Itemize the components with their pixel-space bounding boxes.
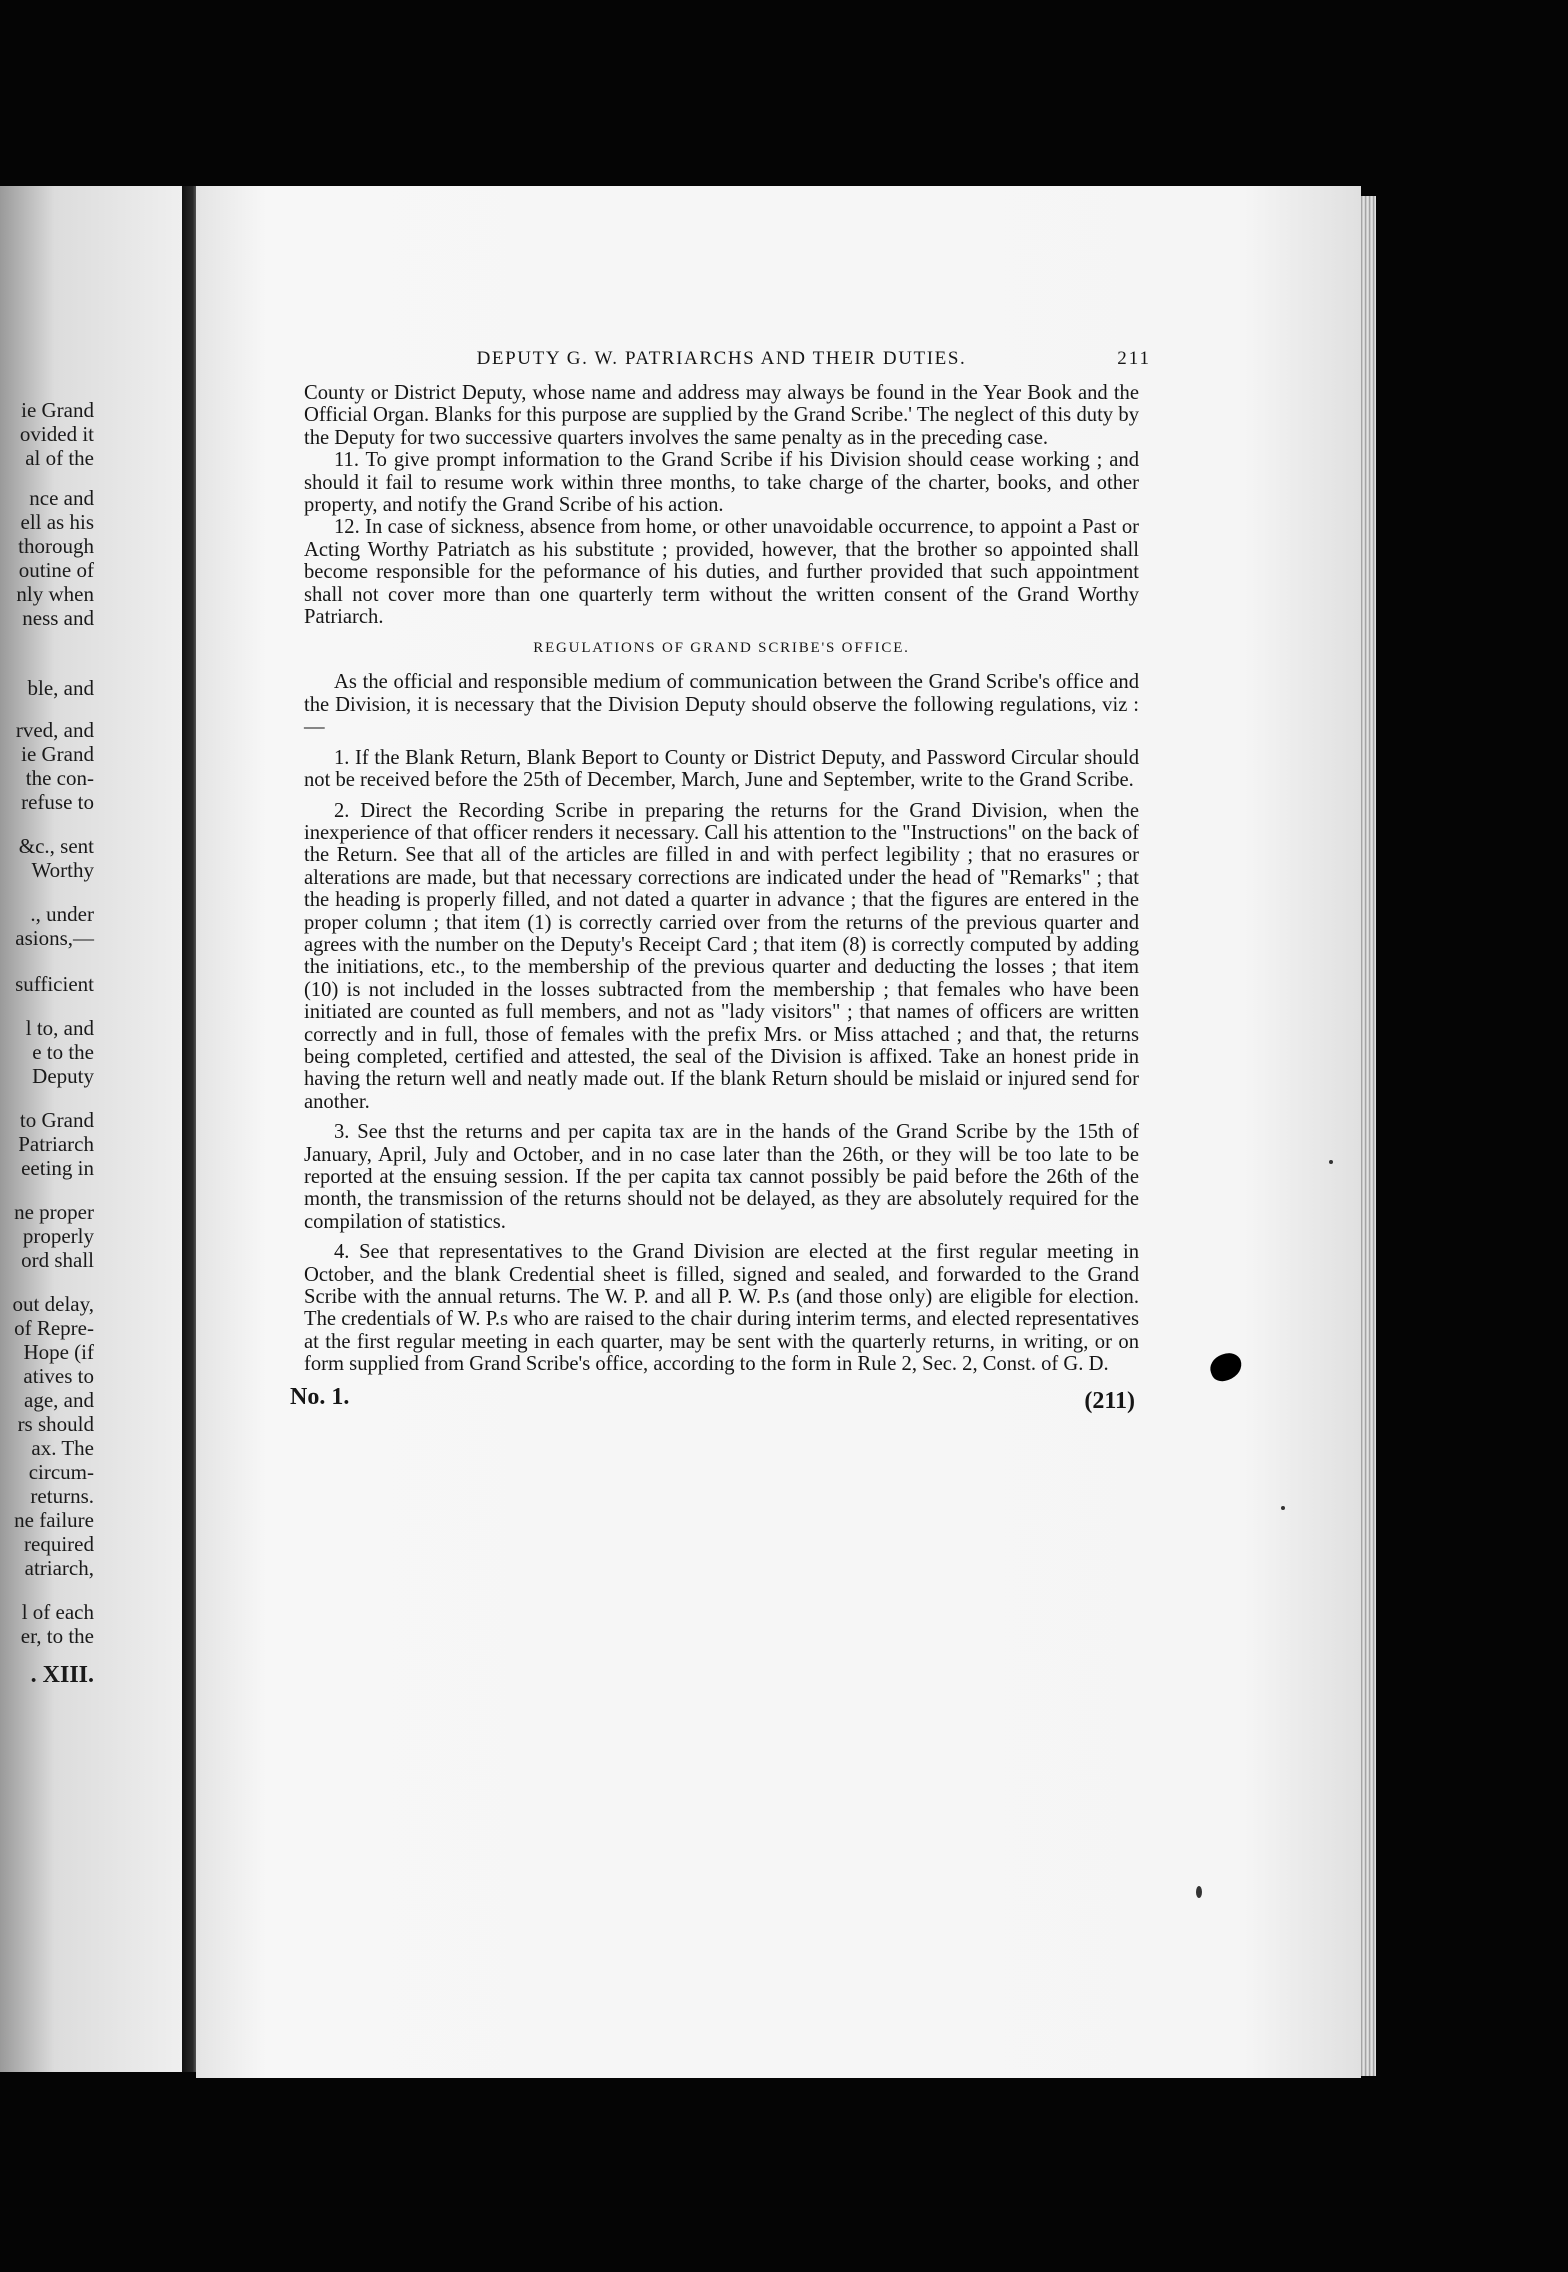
page-content [290,348,1151,1414]
right-page [196,186,1361,2078]
left-page-line: e to the [32,1040,94,1064]
paragraph-item-11: 11. To give prompt information to the Grand Scribe if his Division should cease working ; and should it fail to resume work within three months, to take charge of the charter, books, and other property, and notify the Grand Scribe of his action. [304,449,1139,517]
running-head [304,348,1151,382]
section-heading: REGULATIONS OF GRAND SCRIBE'S OFFICE. [533,640,910,657]
left-page-line: ord shall [21,1248,94,1272]
left-page-line: nce and [29,486,94,510]
left-page-line: ax. The [31,1436,94,1460]
ink-speck [1196,1886,1202,1898]
left-page-line: atriarch, [24,1556,94,1580]
left-page-line: asions,— [15,926,94,950]
page-number: 211 [1117,348,1151,369]
left-page-line: rved, and [15,718,94,742]
left-page-line: ovided it [19,422,94,446]
left-page-line: eeting in [21,1156,94,1180]
left-page-line: al of the [25,446,94,470]
signature-mark: No. 1. [290,1383,350,1410]
regulation-3: 3. See thst the returns and per capita tax are in the hands of the Grand Scribe by the 15th of January, April, July and October, and in no case later than the 26th, or they will be too late to be reported at the ensuing session. If the per capita tax cannot possibly be paid before the 26th of the month, the transmission of the returns should not be delayed, as they are absolutely required for the compilation of statistics. [304,1121,1139,1233]
left-page-line: ness and [22,606,94,630]
paragraph-continuation: County or District Deputy, whose name and address may always be found in the Year Book and the Official Organ. Blanks for this purpose are supplied by the Grand Scribe.' The neglect of this duty by the Deputy for two successive quarters involves the same penalty as in the preceding case. [304,382,1139,449]
left-page-line: Deputy [32,1064,94,1088]
regulations-intro: As the official and responsible medium of communication between the Grand Scribe's office and the Division, it is necessary that the Division Deputy should observe the following regulations, viz :— [304,671,1139,739]
left-page-line: of Repre- [14,1316,94,1340]
left-page-line: ell as his [20,510,94,534]
regulation-1: 1. If the Blank Return, Blank Beport to County or District Deputy, and Password Circular should not be received before the 25th of December, March, June and September, write to the Grand Scribe. [304,746,1139,792]
left-page-line: l to, and [25,1016,94,1040]
ink-blot [1207,1349,1246,1384]
page-footer [290,1383,1139,1414]
left-page-line: rs should [17,1412,94,1436]
ink-speck [1329,1160,1333,1164]
left-page-line: properly [22,1224,94,1248]
left-page-line: sufficient [15,972,94,996]
left-page-line: atives to [23,1364,94,1388]
left-page-line: circum- [28,1460,94,1484]
left-page-line: Worthy [31,858,94,882]
ink-speck [1281,1506,1285,1510]
left-page-line: nly when [16,582,94,606]
left-page-line: ne failure [14,1508,94,1532]
left-page-line: er, to the [20,1624,94,1648]
left-page-line: to Grand [19,1108,94,1132]
left-page-line: the con- [25,766,94,790]
left-page-line: ble, and [27,676,94,700]
left-page-line: ne proper [14,1200,94,1224]
left-page-line: ., under [30,902,94,926]
left-page-line: ie Grand [21,742,94,766]
left-page-line: out delay, [12,1292,94,1316]
left-page-line: thorough [18,534,94,558]
left-page-line: ie Grand [21,398,94,422]
running-head-title: DEPUTY G. W. PATRIARCHS AND THEIR DUTIES. [476,348,967,369]
left-page-line: &c., sent [18,834,94,858]
left-page-line: Patriarch [18,1132,94,1156]
left-page-line: . XIII. [30,1662,94,1688]
left-page-line: l of each [21,1600,94,1624]
left-page-line: refuse to [21,790,94,814]
left-page-line: returns. [30,1484,94,1508]
left-page [0,186,182,2072]
left-page-line: Hope (if [23,1340,94,1364]
paragraph-item-12: 12. In case of sickness, absence from home, or other unavoidable occurrence, to appoint a Past or Acting Worthy Patriatch as his substitute ; provided, however, that the brother so appointed shall become responsible for the peformance of his duties, and further provided that such appointment shall not cover more than one quarterly term without the written consent of the Grand Worthy Patriarch. [304,516,1139,629]
left-page-line: age, and [24,1388,94,1412]
regulation-4: 4. See that representatives to the Grand Division are elected at the first regular meeting in October, and the blank Credential sheet is filled, signed and sealed, and forwarded to the Grand Scribe with the annual returns. The W. P. and all P. W. P.s (and those only) are eligible for election. The credentials of W. P.s who are raised to the chair during interim terms, and elected representatives at the first regular meeting in each quarter, may be sent with the quarterly returns, in writing, or on form supplied from Grand Scribe's office, according to the form in Rule 2, Sec. 2, Const. of G. D. [304,1241,1139,1376]
regulation-2: 2. Direct the Recording Scribe in preparing the returns for the Grand Division, when the inexperience of that officer renders it necessary. Call his attention to the "Instructions" on the back of the Return. See that all of the articles are filled in and with perfect legibility ; that no erasures or alterations are made, but that necessary corrections are indicated under the head of "Remarks" ; that the heading is properly filled, and not dated a quarter in advance ; that the figures are entered in the proper column ; that item (1) is correctly carried over from the returns of the previous quarter and agrees with the number on the Deputy's Receipt Card ; that item (8) is correctly computed by adding the initiations, etc., to the membership of the previous quarter and deducting the losses ; that item (10) is not included in the losses subtracted from the membership ; that females who have been initiated are counted as full members, and not as "lady visitors" ; that names of officers are written correctly and in full, those of females with the prefix Mrs. or Miss attached ; and that, the returns being completed, certified and attested, the seal of the Division is affixed. Take an honest pride in having the return well and neatly made out. If the blank Return should be mislaid or injured send for another. [304,799,1139,1113]
left-page-line: outine of [18,558,94,582]
folio-number: (211) [1084,1387,1135,1414]
left-page-line: required [24,1532,94,1556]
